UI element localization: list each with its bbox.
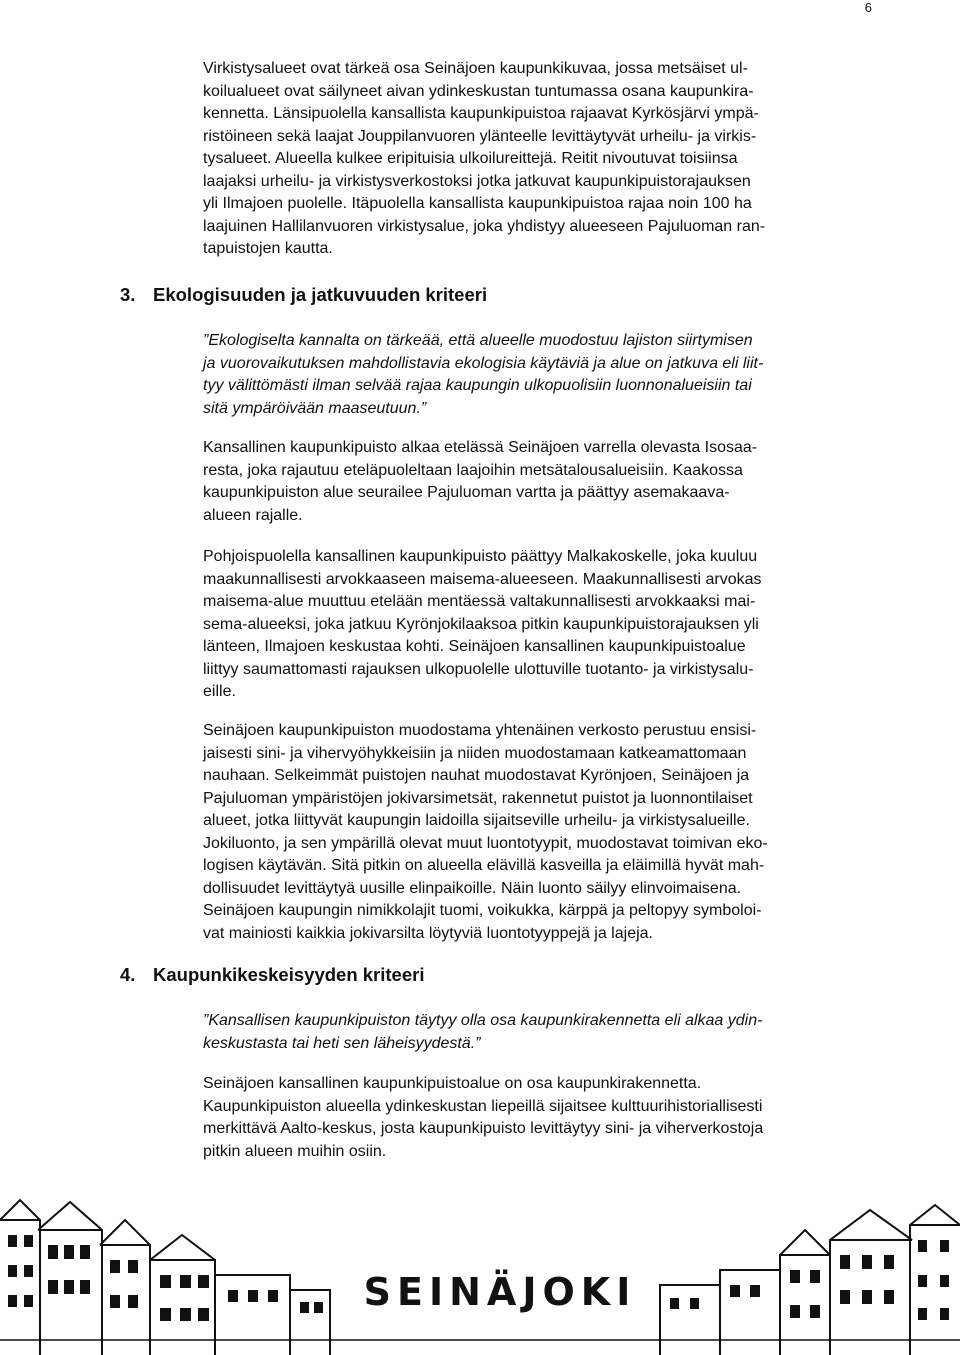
text-line: tapuistojen kautta.	[203, 240, 333, 257]
text-line: Jokiluonto, ja sen ympärillä olevat muut luontotyypit, muodostavat toimivan eko-	[203, 834, 768, 852]
section-3-paragraph-1	[203, 437, 873, 527]
text-line: tysalueet. Alueella kulkee eripituisia ulkoilureittejä. Reitit nivoutuvat toisiinsa	[203, 150, 738, 167]
text-line: Seinäjoen kansallinen kaupunkipuistoalue on osa kaupunkirakennetta.	[203, 1075, 702, 1092]
text-line: pitkin alueen muihin osiin.	[203, 1142, 387, 1160]
text-line: vat mainiosti kaikkia jokivarsilta löytyviä luontotyyppejä ja lajeja.	[203, 924, 653, 942]
seinajoki-logo: SEINÄJOKI	[363, 1270, 637, 1314]
text-line: resta, joka rajautuu eteläpuoleltaan laajoihin metsätalousalueisiin. Kaakossa	[203, 461, 743, 479]
section-3-quote	[203, 330, 873, 420]
text-line: logisen käytävän. Sitä pitkin on alueella elävillä kasveilla ja eläimillä hyvät mah-	[203, 857, 765, 874]
text-line: liittyy saumattomasti rajauksen ulkopuolelle ulottuville tuotanto- ja virkistysalu-	[203, 660, 754, 678]
section-3-title: Ekologisuuden ja jatkuvuuden kriteeri	[153, 284, 488, 305]
section-4-number: 4.	[120, 964, 136, 985]
text-line: koilualueet ovat säilyneet aivan ydinkeskustan tuntumassa osana kaupunkira-	[203, 82, 754, 100]
text-line: merkittävä Aalto-keskus, josta kaupunkipuisto levittäytyy sini- ja viherverkostoja	[203, 1120, 764, 1137]
text-line: ”Ekologiselta kannalta on tärkeää, että alueelle muodostuu lajiston siirtymisen	[203, 332, 753, 349]
text-line: jaisesti sini- ja vihervyöhykkeisiin ja niiden muodostamaan katkeamattomaan	[203, 744, 747, 762]
text-line: nauhaan. Selkeimmät puistojen nauhat muodostavat Kyrönjoen, Seinäjoen ja	[203, 767, 750, 784]
section-3-paragraph-2	[203, 546, 873, 704]
text-line: yli Ilmajoen puolelle. Itäpuolella kansallista kaupunkipuistoa rajaa noin 100 ha	[203, 195, 752, 212]
text-line: tyy välittömästi ilman selvää rajaa kaupungin ulkopuolisiin luonnonalueisiin tai	[203, 377, 752, 394]
text-line: Seinäjoen kaupunkipuiston muodostama yhtenäinen verkosto perustuu ensisi-	[203, 722, 757, 739]
section-4-quote	[203, 1010, 873, 1055]
text-line: Kaupunkipuiston alueella ydinkeskustan liepeillä sijaitsee kulttuurihistoriallisesti	[203, 1097, 763, 1115]
section-3-paragraph-3	[203, 720, 873, 945]
text-line: länteen, Ilmajoen keskustaa kohti. Seinäjoen kansallinen kaupunkipuistoalue	[203, 638, 746, 655]
text-line: dollisuudet levittäytyä uusille elinpaikoille. Näin luonto säilyy elinvoimaisena.	[203, 879, 742, 897]
section-4-heading	[120, 964, 424, 986]
text-line: ja vuorovaikutuksen mahdollistavia ekologisia käytäviä ja alue on jatkuva eli liit-	[203, 354, 764, 372]
section-3-number: 3.	[120, 284, 136, 305]
text-line: keskustasta tai heti sen läheisyydestä.”	[203, 1034, 481, 1052]
text-line: sema-alueeksi, joka jatkuu Kyrönjokilaaksoa pitkin kaupunkipuistorajauksen yli	[203, 615, 759, 633]
text-line: kaupunkipuiston alue seurailee Pajuluoman vartta ja päättyy asemakaava-	[203, 484, 730, 501]
section-3-heading	[120, 284, 487, 306]
text-line: kennetta. Länsipuolella kansallista kaupunkipuistoa rajaavat Kyrkösjärvi ympä-	[203, 105, 759, 122]
text-line: Pohjoispuolella kansallinen kaupunkipuisto päättyy Malkakoskelle, joka kuuluu	[203, 548, 758, 565]
text-line: sitä ympäröivään maaseutuun.”	[203, 399, 427, 417]
text-line: Pajuluoman ympäristöjen jokivarsimetsät, rakennetut puistot ja luonnontilaiset	[203, 789, 753, 807]
text-line: alueen rajalle.	[203, 506, 303, 524]
text-line: Virkistysalueet ovat tärkeä osa Seinäjoen kaupunkikuvaa, jossa metsäiset ul-	[203, 60, 748, 77]
footer-banner	[0, 1190, 960, 1355]
text-line: ”Kansallisen kaupunkipuiston täytyy olla osa kaupunkirakennetta eli alkaa ydin-	[203, 1012, 763, 1029]
text-line: laajaksi urheilu- ja virkistysverkostoksi jotka jatkuvat kaupunkipuistorajauksen	[203, 172, 751, 190]
section-4-paragraph-1	[203, 1073, 873, 1163]
text-line: laajuinen Hallilanvuoren virkistysalue, joka yhdistyy alueeseen Pajuluoman ran-	[203, 217, 766, 235]
text-line: maisema-alue muuttuu etelään mentäessä valtakunnallisesti arvokkaaksi mai-	[203, 593, 756, 610]
text-line: Seinäjoen kaupungin nimikkolajit tuomi, voikukka, kärppä ja peltopyy symboloi-	[203, 902, 762, 919]
text-line: maakunnallisesti arvokkaaseen maisema-alueeseen. Maakunnallisesti arvokas	[203, 570, 762, 588]
text-line: Kansallinen kaupunkipuisto alkaa etelässä Seinäjoen varrella olevasta Isosaa-	[203, 439, 758, 456]
text-line: ristöineen sekä laajat Jouppilanvuoren ylänteelle levittäytyvät urheilu- ja virkis-	[203, 127, 757, 145]
section-4-title: Kaupunkikeskeisyyden kriteeri	[153, 964, 425, 985]
intro-paragraph	[203, 58, 873, 261]
text-line: eille.	[203, 683, 236, 700]
text-line: alueet, jotka liittyvät kaupungin laidoilla sijaitseville urheilu- ja virkistysalueille.	[203, 812, 750, 829]
page-number: 6	[864, 0, 872, 15]
